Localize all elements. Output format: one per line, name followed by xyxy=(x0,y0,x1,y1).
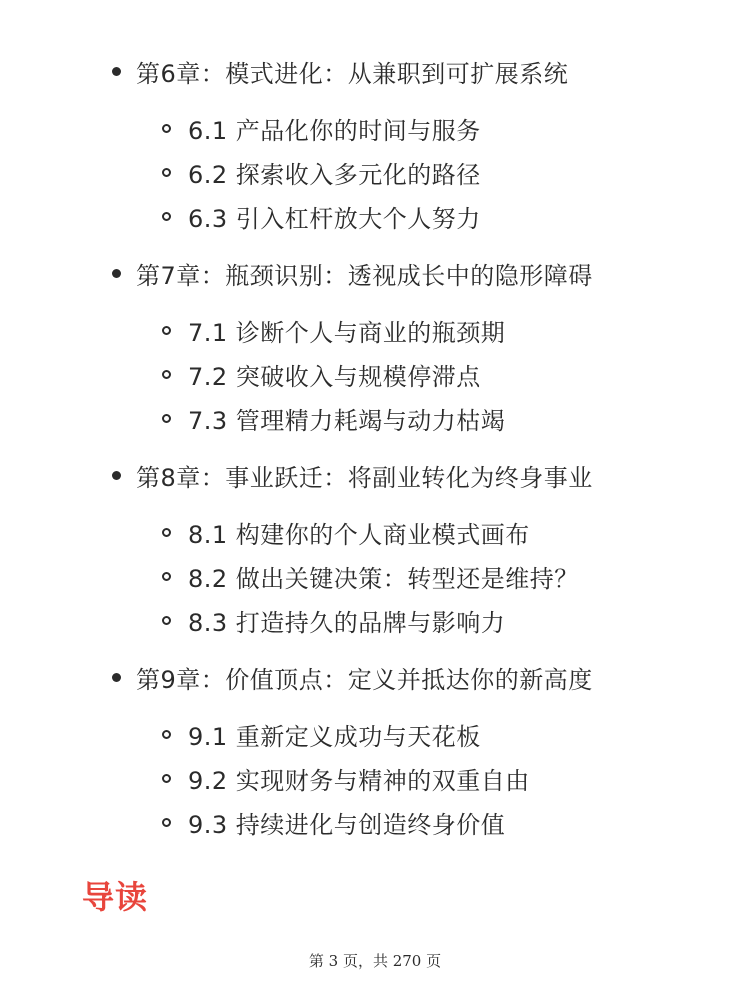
circle-bullet-icon xyxy=(162,730,171,739)
section-title: 6.3 引入杠杆放大个人努力 xyxy=(188,204,481,233)
section-title: 8.2 做出关键决策：转型还是维持？ xyxy=(188,564,579,593)
circle-bullet-icon xyxy=(162,370,171,379)
chapter-title: 第7章：瓶颈识别：透视成长中的隐形障碍 xyxy=(136,261,593,290)
bullet-icon xyxy=(112,471,121,480)
toc-section-6-2 xyxy=(162,152,481,192)
circle-bullet-icon xyxy=(162,168,171,177)
circle-bullet-icon xyxy=(162,572,171,581)
toc-section-6-1 xyxy=(162,108,481,148)
toc-section-8-1 xyxy=(162,512,530,552)
circle-bullet-icon xyxy=(162,818,171,827)
section-title: 7.2 突破收入与规模停滞点 xyxy=(188,362,481,391)
toc-section-7-1 xyxy=(162,310,505,350)
circle-bullet-icon xyxy=(162,616,171,625)
section-title: 9.3 持续进化与创造终身价值 xyxy=(188,810,506,839)
bullet-icon xyxy=(112,67,121,76)
toc-chapter-6 xyxy=(112,51,568,91)
toc-section-7-3 xyxy=(162,398,505,438)
toc-section-7-2 xyxy=(162,354,481,394)
toc-section-9-1 xyxy=(162,714,481,754)
bullet-icon xyxy=(112,269,121,278)
section-title: 6.1 产品化你的时间与服务 xyxy=(188,116,481,145)
section-heading-daodu: 导读 xyxy=(82,878,149,916)
section-title: 7.3 管理精力耗竭与动力枯竭 xyxy=(188,406,506,435)
page-footer: 第 3 页，共 270 页 xyxy=(308,952,442,970)
chapter-title: 第9章：价值顶点：定义并抵达你的新高度 xyxy=(136,665,593,694)
circle-bullet-icon xyxy=(162,414,171,423)
circle-bullet-icon xyxy=(162,774,171,783)
toc-chapter-9 xyxy=(112,657,593,697)
circle-bullet-icon xyxy=(162,528,171,537)
section-title: 7.1 诊断个人与商业的瓶颈期 xyxy=(188,318,506,347)
section-title: 9.1 重新定义成功与天花板 xyxy=(188,722,481,751)
section-title: 9.2 实现财务与精神的双重自由 xyxy=(188,766,530,795)
toc-chapter-7 xyxy=(112,253,593,293)
toc-section-8-2 xyxy=(162,556,579,596)
section-title: 8.3 打造持久的品牌与影响力 xyxy=(188,608,506,637)
section-title: 6.2 探索收入多元化的路径 xyxy=(188,160,481,189)
toc-section-9-3 xyxy=(162,802,505,842)
chapter-title: 第8章：事业跃迁：将副业转化为终身事业 xyxy=(136,463,593,492)
toc-chapter-8 xyxy=(112,455,593,495)
circle-bullet-icon xyxy=(162,124,171,133)
toc-section-8-3 xyxy=(162,600,505,640)
circle-bullet-icon xyxy=(162,212,171,221)
chapter-title: 第6章：模式进化：从兼职到可扩展系统 xyxy=(136,59,569,88)
toc-section-6-3 xyxy=(162,196,481,236)
toc-section-9-2 xyxy=(162,758,530,798)
circle-bullet-icon xyxy=(162,326,171,335)
section-title: 8.1 构建你的个人商业模式画布 xyxy=(188,520,530,549)
bullet-icon xyxy=(112,673,121,682)
